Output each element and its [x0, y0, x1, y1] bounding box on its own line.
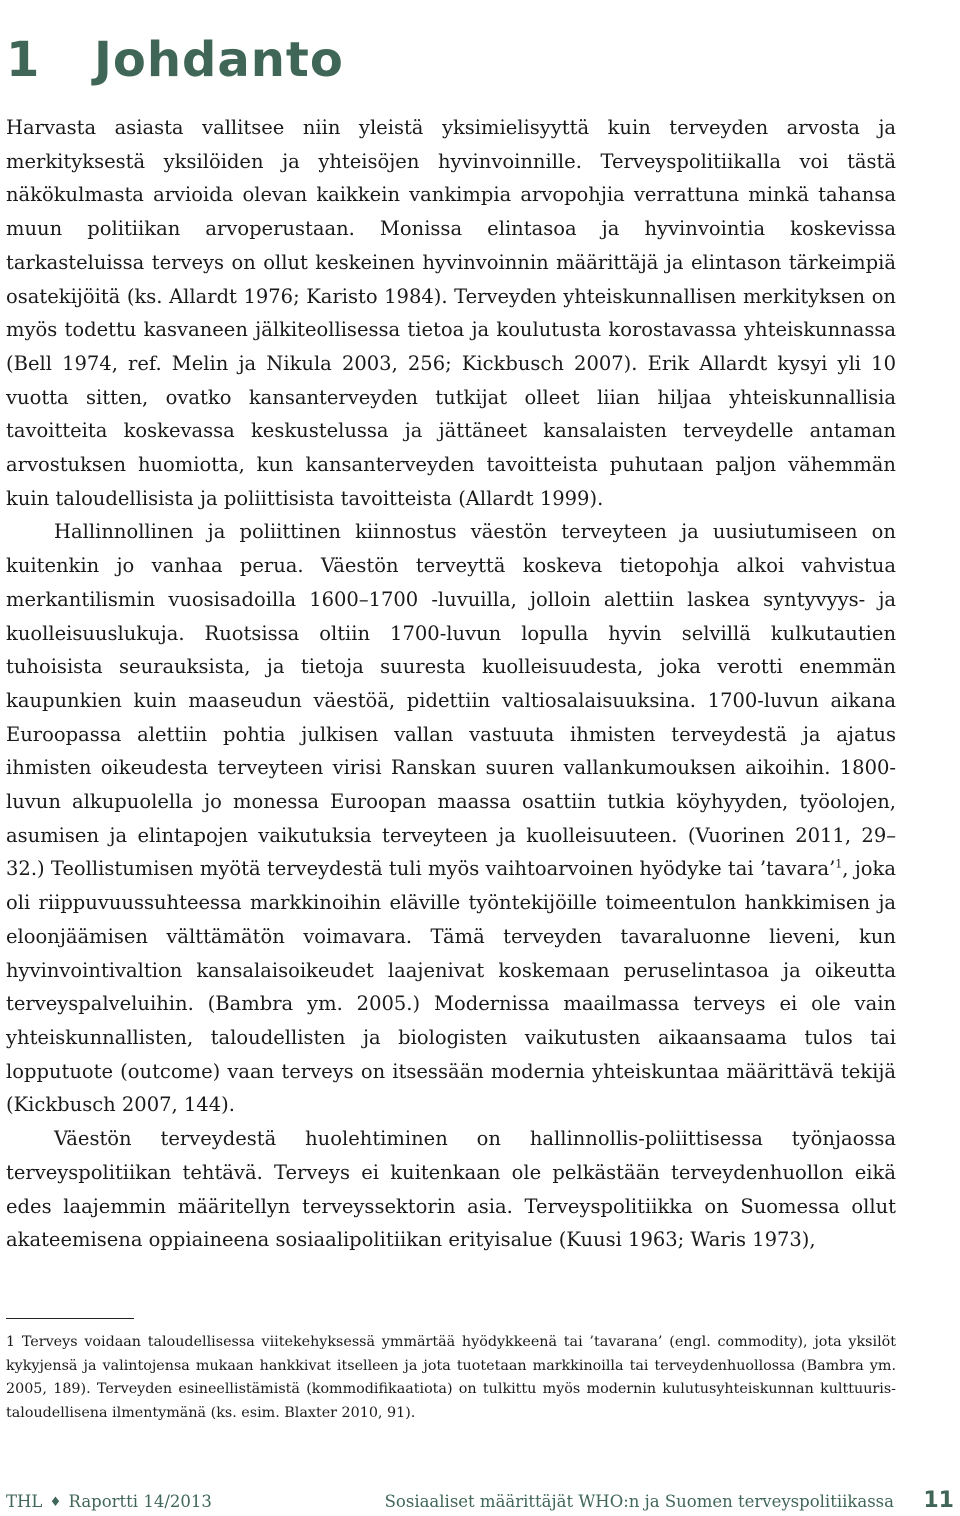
paragraph-2: [6, 515, 896, 1122]
body-text: [6, 111, 896, 1257]
paragraph-2-continuation: , joka oli riippuvuussuhteessa markkinoihin eläville työntekijöille toimeentulon hankkimisen ja eloonjäämisen välttämätön voimavara. Tämä terveyden tavaraluonne lieveni, kun hyvinvointivaltion kansalaisoikeudet laajenivat koskemaan peruselintasoa ja oikeutta terveyspalveluihin. (Bambra ym. 2005.) Modernissa maailmassa terveys ei ole vain yhteiskunnallisten, taloudellisten ja biologisten vaikutusten aikaansaama tulos tai lopputuote (outcome) vaan terveys on itsessään modernia yhteiskuntaa määrittävä tekijä (Kickbusch 2007, 144).: [6, 857, 896, 1117]
chapter-number: 1: [6, 32, 41, 89]
paragraph-3: Väestön terveydestä huolehtiminen on hallinnollis-poliittisessa työnjaossa terveyspolitiikan tehtävä. Terveys ei kuitenkaan ole pelkästään terveydenhuollon eikä edes laajemmin määritellyn terveyssektorin asia. Terveyspolitiikka on Suomessa ollut akateemisena oppiaineena sosiaalipolitiikan erityisalue (Kuusi 1963; Waris 1973),: [6, 1127, 896, 1252]
paragraph-1: Harvasta asiasta vallitsee niin yleistä yksimielisyyttä kuin terveyden arvosta ja merkityksestä yksilöiden ja yhteisöjen hyvinvoinnille. Terveyspolitiikalla voi tästä näkökulmasta arvioida olevan kaikkein vankimpia arvopohjia verrattuna minkä tahansa muun politiikan arvoperustaan. Monissa elintasoa ja hyvinvointia koskevissa tarkasteluissa terveys on ollut keskeinen hyvinvoinnin määrittäjä ja elintason tärkeimpiä osatekijöitä (ks. Allardt 1976; Karisto 1984). Terveyden yhteiskunnallisen merkityksen on myös todettu kasvaneen jälkiteollisessa tietoa ja koulutusta korostavassa yhteiskunnassa (Bell 1974, ref. Melin ja Nikula 2003, 256; Kickbusch 2007). Erik Allardt kysyi yli 10 vuotta sitten, ovatko kansanterveyden tutkijat olleet liian hiljaa yhteiskunnallisia tavoitteita koskevassa keskustelussa ja jättäneet kansalaisten terveydelle antaman arvostuksen huomiotta, kun kansanterveyden tavoitteista puhutaan paljon vähemmän kuin taloudellisista ja poliittisista tavoitteista (Allardt 1999).: [6, 116, 896, 510]
chapter-title: Johdanto: [94, 32, 344, 89]
footnote-reference[interactable]: 1: [835, 857, 843, 871]
footer-running-title: Sosiaaliset määrittäjät WHO:n ja Suomen terveyspolitiikassa: [384, 1492, 894, 1511]
chapter-heading: [6, 32, 344, 88]
diamond-icon: ♦: [49, 1495, 62, 1510]
paragraph-2-text: Hallinnollinen ja poliittinen kiinnostus väestön terveyteen ja uusiutumiseen on kuitenkin jo vanhaa perua. Väestön terveyttä koskeva tietopohja alkoi vahvistua merkantilismin vuosisadoilla 1600–1700 -luvuilla, jolloin alettiin laskea syntyvyys- ja kuolleisuuslukuja. Ruotsissa oltiin 1700-luvun lopulla hyvin selvillä kulkutautien tuhoisista seurauksista, ja tietoja suuresta kuolleisuudesta, joka verotti enemmän kaupunkien kuin maaseudun väestöä, pidettiin valtiosalaisuuksina. 1700-luvun aikana Euroopassa alettiin pohtia julkisen vallan vastuuta ihmisten terveydestä ja ajatus ihmisten oikeudesta terveyteen virisi Ranskan suuren vallankumouksen aikoihin. 1800-luvun alkupuolella jo monessa Euroopan maassa osattiin tutkia köyhyyden, työolojen, asumisen ja elintapojen vaikutuksia terveyteen ja kuolleisuuteen. (Vuorinen 2011, 29–32.) Teollistumisen myötä terveydestä tuli myös vaihtoarvoinen hyödyke tai ’tavara’: [6, 520, 896, 881]
footer-publisher: THL: [6, 1492, 43, 1511]
footnote-divider: [6, 1318, 134, 1319]
page-number: 11: [923, 1488, 954, 1513]
footer-publication: [6, 1492, 212, 1511]
page-footer: [6, 1486, 954, 1516]
footnote: 1 Terveys voidaan taloudellisessa viitekehyksessä ymmärtää hyödykkeenä tai ’tavarana’ (engl. commodity), jota yksilöt kykyjensä ja valintojensa mukaan hankkivat itselleen ja jota tuotetaan markkinoilla tai terveydenhuollossa (Bambra ym. 2005, 189). Terveyden esineellistämistä (kommodifikaatiota) on tulkittu myös modernin kulutusyhteiskunnan kulttuuris-taloudellisena ilmentymänä (ks. esim. Blaxter 2010, 91).: [6, 1334, 896, 1421]
footer-report-number: Raportti 14/2013: [68, 1492, 212, 1511]
